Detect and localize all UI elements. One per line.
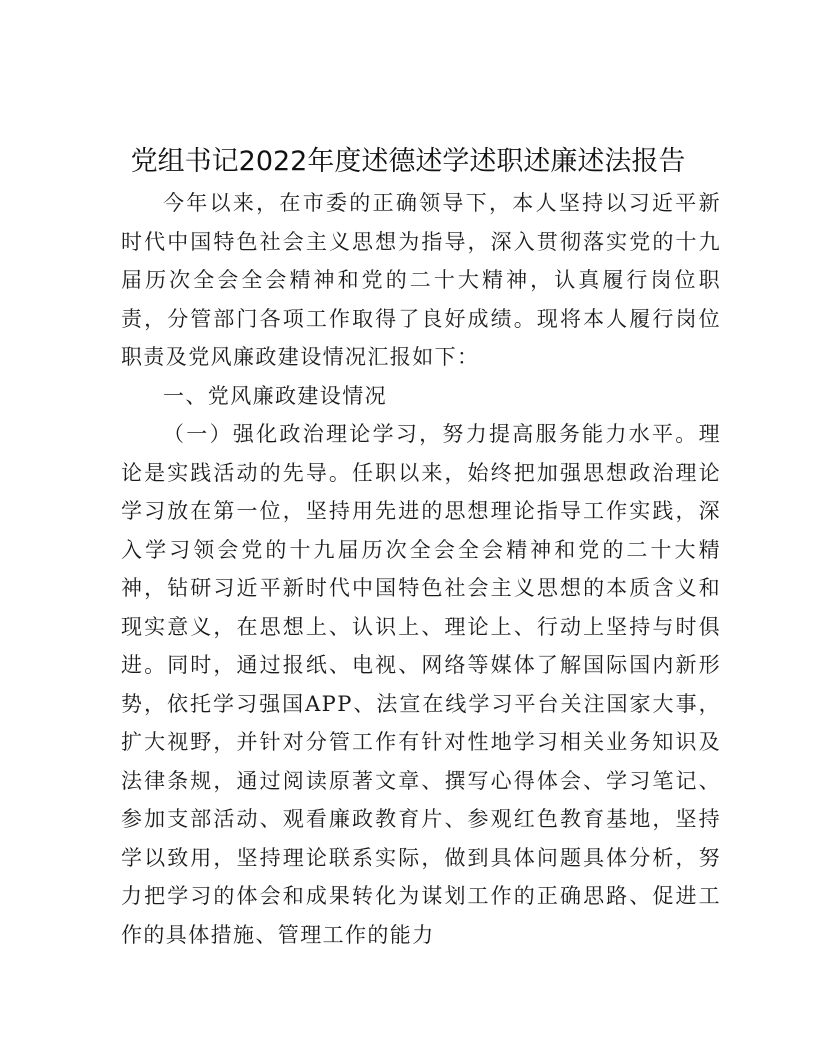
document-title: 党组书记2022年度述德述学述职述廉述法报告 xyxy=(130,146,686,177)
section-heading: 一、党风廉政建设情况 xyxy=(163,383,387,408)
section-paragraph: （一）强化政治理论学习，努力提高服务能力水平。理论是实践活动的先导。任职以来，始终把加强思想政治理论学习放在第一位，坚持用先进的思想理论指导工作实践，深入学习领会党的十九届历次全会全会精神和党的二十大精神，钻研习近平新时代中国特色社会主义思想的本质含义和现实意义，在思想上、认识上、理论上、行动上坚持与时俱进。同时，通过报纸、电视、网络等媒体了解国际国内新形势，依托学习强国APP、法宣在线学习平台关注国家大事，扩大视野，并针对分管工作有针对性地学习相关业务知识及法律条规，通过阅读原著文章、撰写心得体会、学习笔记、参加支部活动、观看廉政教育片、参观红色教育基地，坚持学以致用，坚持理论联系实际，做到具体问题具体分析，努力把学习的体会和成果转化为谋划工作的正确思路、促进工作的具体措施、管理工作的能力 xyxy=(121,422,721,947)
document-body xyxy=(121,184,721,954)
intro-paragraph: 今年以来，在市委的正确领导下，本人坚持以习近平新时代中国特色社会主义思想为指导，深入贯彻落实党的十九届历次全会全会精神和党的二十大精神，认真履行岗位职责，分管部门各项工作取得了良好成绩。现将本人履行岗位职责及党风廉政建设情况汇报如下： xyxy=(121,191,721,369)
